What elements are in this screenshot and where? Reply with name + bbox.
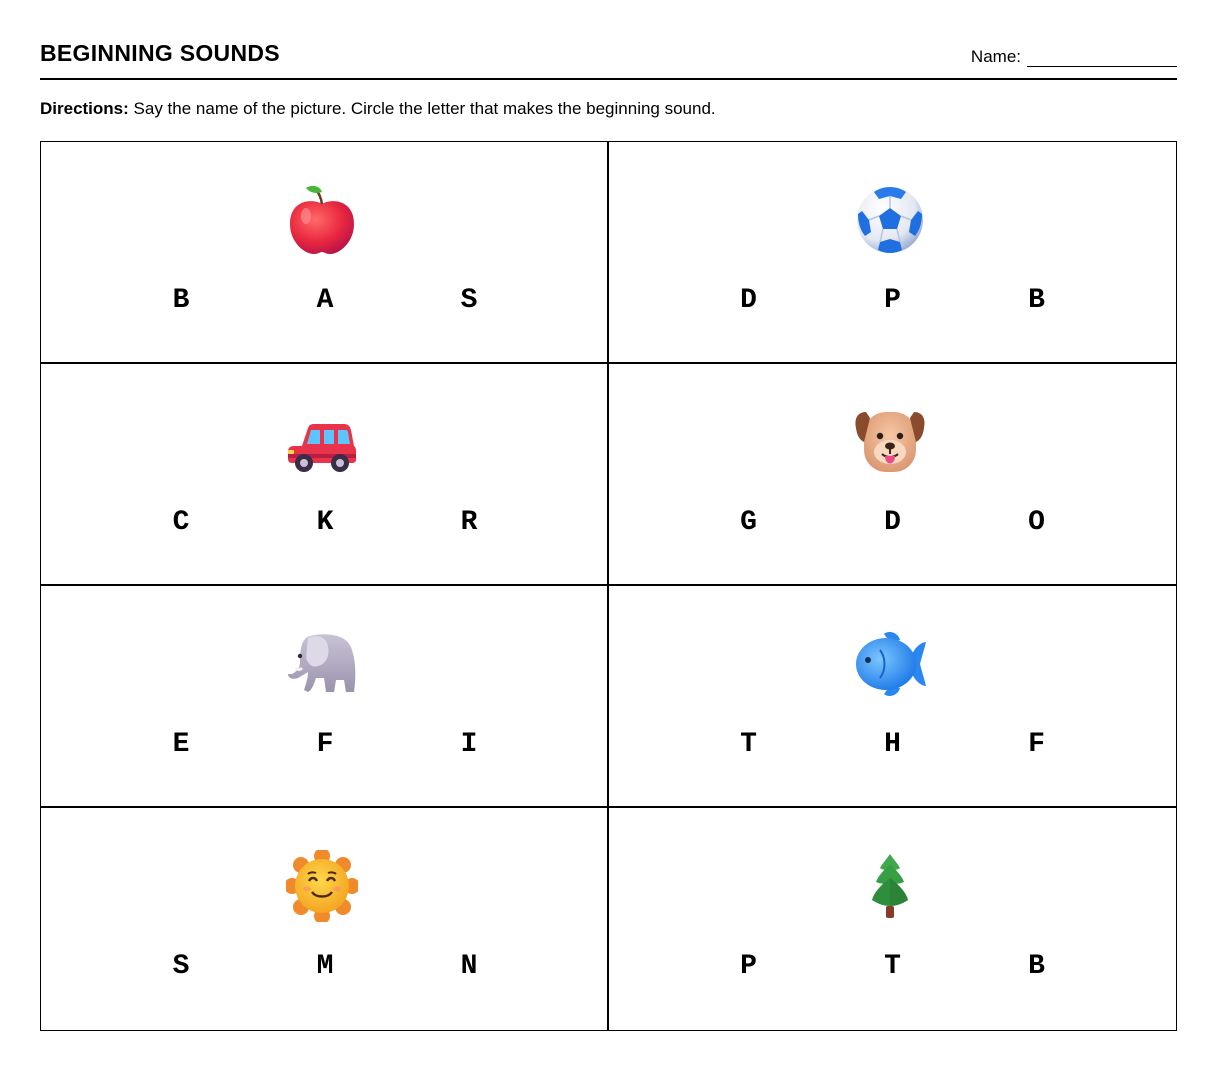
picture-grid <box>40 141 1177 1031</box>
letter-choice[interactable]: M <box>316 951 334 982</box>
letter-choice[interactable]: D <box>740 285 757 316</box>
letter-choice[interactable]: D <box>884 507 901 538</box>
letter-choice[interactable]: T <box>884 951 901 982</box>
letter-choice[interactable]: H <box>884 729 901 760</box>
soccer-ball-icon <box>854 184 926 256</box>
worksheet-title: BEGINNING SOUNDS <box>40 40 280 66</box>
name-field <box>971 47 1177 67</box>
letter-choice[interactable]: B <box>1028 951 1045 982</box>
letter-choice[interactable]: I <box>460 729 478 760</box>
picture-cell <box>41 364 609 586</box>
letter-choice[interactable]: P <box>884 285 901 316</box>
letter-choice[interactable]: S <box>172 951 190 982</box>
name-write-line[interactable] <box>1027 52 1177 67</box>
letter-choice[interactable]: A <box>316 285 334 316</box>
evergreen-tree-icon <box>854 850 926 922</box>
letter-choice[interactable]: R <box>460 507 478 538</box>
letter-choice[interactable]: F <box>316 729 334 760</box>
fish-icon <box>854 628 926 700</box>
letter-choice[interactable]: P <box>740 951 757 982</box>
letter-choice[interactable]: K <box>316 507 334 538</box>
picture-cell <box>41 142 609 364</box>
picture-cell <box>609 142 1177 364</box>
name-label: Name: <box>970 47 1021 66</box>
letter-choice[interactable]: F <box>1028 729 1045 760</box>
letter-choice[interactable]: E <box>172 729 190 760</box>
letter-choice[interactable]: C <box>172 507 190 538</box>
picture-cell <box>609 586 1177 808</box>
directions-label: Directions: <box>40 99 129 118</box>
sun-with-face-icon <box>286 850 358 922</box>
letter-choice[interactable]: G <box>740 507 757 538</box>
letter-choice[interactable]: O <box>1028 507 1045 538</box>
picture-cell <box>609 808 1177 1030</box>
letter-choice[interactable]: S <box>460 285 478 316</box>
letter-choice[interactable]: T <box>740 729 757 760</box>
letter-choice[interactable]: N <box>460 951 478 982</box>
directions <box>40 99 716 119</box>
letter-choice[interactable]: B <box>172 285 190 316</box>
worksheet-header <box>40 38 1177 80</box>
picture-cell <box>609 364 1177 586</box>
picture-cell <box>41 586 609 808</box>
car-icon <box>286 406 358 478</box>
letter-choice[interactable]: B <box>1028 285 1045 316</box>
picture-cell <box>41 808 609 1030</box>
directions-text: Say the name of the picture. Circle the letter that makes the beginning sound. <box>133 99 716 118</box>
elephant-icon <box>286 628 358 700</box>
apple-icon <box>286 184 358 256</box>
dog-face-icon <box>854 406 926 478</box>
